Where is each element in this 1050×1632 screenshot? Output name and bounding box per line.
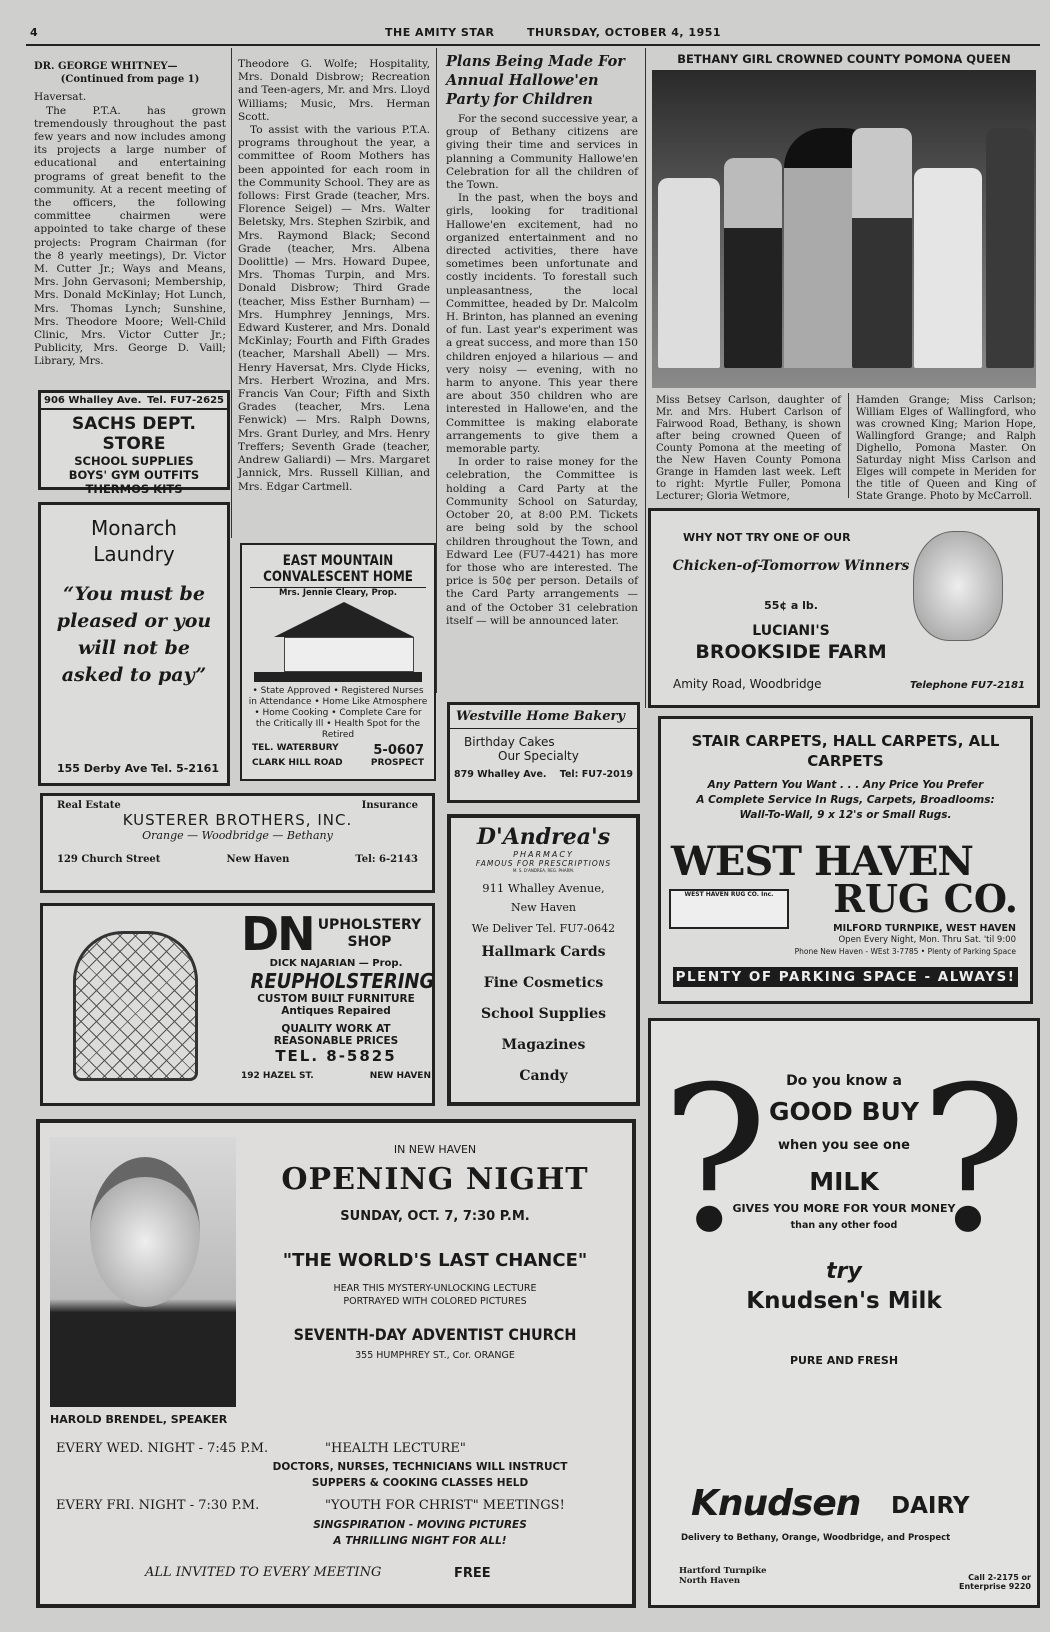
opening-topic: "THE WORLD'S LAST CHANCE" xyxy=(282,1250,588,1271)
ad-sachs xyxy=(38,390,230,496)
monarch-tel: Tel. 5-2161 xyxy=(150,762,219,775)
knudsen-brand: Knudsen's Milk xyxy=(746,1288,942,1314)
luciani-why: WHY NOT TRY ONE OF OUR xyxy=(683,531,851,544)
dn-city: NEW HAVEN xyxy=(369,1071,431,1081)
ad-dn-upholstery xyxy=(40,903,435,1106)
westville-line: Birthday Cakes xyxy=(464,735,555,749)
dandrea-item: Magazines xyxy=(501,1037,586,1053)
rug-line: A Complete Service In Rugs, Carpets, Broadlooms: xyxy=(696,794,995,806)
column-divider xyxy=(645,48,646,708)
luciani-tel: Telephone FU7-2181 xyxy=(910,680,1025,691)
article-paragraph: The P.T.A. has grown tremendously throughout the past few years and now includes among its projects a large number of educational and entertaining programs of great benefit to the community. At a recent meeting of the officers, the following committee chairmen were appointed to take charge of these projects: Program Chairman (for the 8 yearly meetings), Dr. Victor M. Cutter Jr.; Ways and Means, Mrs. John Gervasoni; Membership, Mrs. Donald McKinlay; Hot Lunch, Mrs. Thomas Lynch; Sunshine, Mrs. Theodore Moore; Well-Child Clinic, Mrs. Victor Cutter Jr.; Publicity, Mrs. George D. Vaill; Library, Mrs. xyxy=(34,104,226,368)
westville-name: Westville Home Bakery xyxy=(450,705,637,729)
dandrea-item: Candy xyxy=(519,1068,568,1084)
kusterer-realestate: Real Estate xyxy=(57,800,121,811)
kusterer-tel: Tel: 6-2143 xyxy=(355,854,418,865)
knudsen-call: Call 2-2175 or xyxy=(968,1573,1031,1582)
page-number: 4 xyxy=(30,26,39,39)
dn-reupholstering: REUPHOLSTERING xyxy=(250,969,435,993)
opening-church: SEVENTH-DAY ADVENTIST CHURCH xyxy=(293,1325,577,1344)
house-illustration xyxy=(254,602,422,682)
rug-headline: STAIR CARPETS, HALL CARPETS, ALL CARPETS xyxy=(691,732,1000,770)
dandrea-deliver: We Deliver Tel. FU7-0642 xyxy=(471,922,616,935)
dn-logo: DN xyxy=(241,907,314,961)
eastmtn-road: CLARK HILL ROAD xyxy=(252,758,343,768)
rug-banner: PLENTY OF PARKING SPACE - ALWAYS! xyxy=(673,967,1018,987)
article-continued: (Continued from page 1) xyxy=(60,74,200,86)
dn-antiques: Antiques Repaired xyxy=(281,1005,391,1017)
eastmtn-name: EAST MOUNTAIN CONVALESCENT HOME xyxy=(263,553,413,585)
monarch-address: 155 Derby Ave xyxy=(57,762,148,775)
dandrea-item: Hallmark Cards xyxy=(481,944,606,960)
knudsen-try: try xyxy=(826,1259,862,1284)
issue-date: THURSDAY, OCTOBER 4, 1951 xyxy=(527,26,722,39)
knudsen-call2: Enterprise 9220 xyxy=(958,1582,1031,1591)
wed-line: DOCTORS, NURSES, TECHNICIANS WILL INSTRUCT xyxy=(272,1461,568,1473)
article-text: Haversat. xyxy=(34,91,87,104)
opening-hear: HEAR THIS MYSTERY-UNLOCKING LECTURE xyxy=(333,1283,537,1294)
dn-tel: TEL. 8-5825 xyxy=(275,1047,397,1065)
wed-title: "HEALTH LECTURE" xyxy=(325,1441,466,1456)
eastmtn-tel-label: TEL. WATERBURY xyxy=(252,743,339,753)
all-invited: ALL INVITED TO EVERY MEETING xyxy=(145,1565,382,1580)
rug-address: MILFORD TURNPIKE, WEST HAVEN xyxy=(833,923,1016,934)
ad-monarch xyxy=(38,502,230,786)
speaker-name: HAROLD BRENDEL, SPEAKER xyxy=(50,1413,228,1426)
knudsen-address: Hartford Turnpike xyxy=(679,1566,767,1576)
luciani-chicken: Chicken-of-Tomorrow Winners xyxy=(672,558,910,574)
rug-name: RUG CO. xyxy=(833,876,1018,921)
ad-west-haven-rug xyxy=(658,716,1033,1004)
column-divider xyxy=(436,48,437,693)
sachs-line: SCHOOL SUPPLIES xyxy=(74,454,194,468)
article-title: DR. GEORGE WHITNEY— xyxy=(34,61,178,72)
kusterer-towns: Orange — Woodbridge — Bethany xyxy=(142,829,333,842)
knudsen-logo: Knudsen xyxy=(691,1483,861,1524)
article-halloween xyxy=(446,52,638,628)
luciani-address: Amity Road, Woodbridge xyxy=(673,677,822,691)
article-paragraph: To assist with the various P.T.A. programs throughout the year, a committee of Room Mothers has been appointed for each room in the Community School. They are as follows: First Grade (teacher, Mrs. Florence Seigel) — Mrs. Walter Beletsky, Mrs. Stephen Szirbik, and Mrs. Raymond Black; Second Grade (teacher, Mrs. Albena Doolittle) — Mrs. Howard Dupee, Mrs. Thomas Turpin, and Mrs. Donald Disbrow; Third Grade (teacher, Miss Esther Burnham) — Mrs. Humphrey Jennings, Mrs. Edward Kusterer, and Mrs. Donald McKinlay; Fourth and Fifth Grades (teacher, Marshall Abell) — Mrs. Henry Haversat, Mrs. Clyde Hicks, Mrs. Herbert Wrozina, and Mrs. Francis Van Cour; Fifth and Sixth Grades (teacher, Mrs. Lena Fenwick) — Mrs. Ralph Downs, Mrs. Grant Durley, and Mrs. Henry Treffers; Seventh Grade (teacher, Andrew Galiardi) — Mrs. Margaret Jannick, Mrs. Russell Killian, and Mrs. Edgar Cartmell. xyxy=(238,124,430,493)
knudsen-q1: Do you know a xyxy=(786,1073,902,1089)
eastmtn-prop: Mrs. Jennie Cleary, Prop. xyxy=(250,587,426,598)
sachs-line: THERMOS KITS xyxy=(85,482,183,496)
photo-caption: Hamden Grange; Miss Carlson; William Elges of Wallingford, who was crowned King; Marion Hope, Wallingford Grange; and Ralph Dighello, Pomona Master. On Saturday night Miss Carlson and Elges will compete in Meriden for the title of Queen and King of State Grange. Photo by McCarroll. xyxy=(856,395,1036,502)
sachs-name: SACHS DEPT. STORE xyxy=(72,414,196,454)
westville-address: 879 Whalley Ave. xyxy=(454,769,547,780)
article-paragraph: In order to raise money for the celebration, the Committee is holding a Card Party at the Community School on Saturday, October 20, at 8:00 P.M. Tickets are being sold by the school children throughout the Town, and Edward Lee (FU7-4421) has more for those who are interested. The price is 50¢ per person. Details of the Card Party arrangements — and of the October 31 celebration itself — will be announced later. xyxy=(446,456,638,627)
paper-name: THE AMITY STAR xyxy=(385,26,495,39)
dandrea-item: School Supplies xyxy=(481,1006,606,1022)
dn-quality: QUALITY WORK AT REASONABLE PRICES xyxy=(273,1023,399,1047)
knudsen-dairy: DAIRY xyxy=(891,1493,970,1519)
ad-dandrea xyxy=(447,814,640,1106)
ad-kusterer xyxy=(40,793,435,893)
armchair-illustration xyxy=(73,931,198,1081)
rug-line: Wall-To-Wall, 9 x 12's or Small Rugs. xyxy=(739,809,952,821)
column-divider xyxy=(231,48,232,538)
question-mark-icon: ? xyxy=(919,1044,1027,1277)
dandrea-address: 911 Whalley Avenue, xyxy=(482,881,605,895)
question-mark-icon: ? xyxy=(661,1044,769,1277)
knudsen-than: than any other food xyxy=(790,1220,898,1231)
dn-address: 192 HAZEL ST. xyxy=(241,1071,314,1081)
wed-line: SUPPERS & COOKING CLASSES HELD xyxy=(311,1477,529,1489)
dandrea-item: Fine Cosmetics xyxy=(483,975,604,991)
sachs-tel: Tel. FU7-2625 xyxy=(147,395,224,406)
luciani-owner: LUCIANI'S xyxy=(752,623,830,639)
free-label: FREE xyxy=(454,1566,491,1581)
article-whitney xyxy=(34,60,226,369)
kusterer-city: New Haven xyxy=(226,854,290,865)
rug-line: Any Pattern You Want . . . Any Price You Prefer xyxy=(707,779,984,791)
opening-title: OPENING NIGHT xyxy=(281,1162,589,1197)
dandrea-owner: M. S. D'ANDREA, REG. PHARM. xyxy=(512,868,575,873)
rug-phone: Phone New Haven - WEst 3-7785 • Plenty of Parking Space xyxy=(794,947,1016,956)
dandrea-famous: FAMOUS FOR PRESCRIPTIONS xyxy=(475,859,612,868)
dn-upholstery: UPHOLSTERY xyxy=(317,917,422,933)
monarch-name: Monarch Laundry xyxy=(91,516,177,566)
wed-schedule: EVERY WED. NIGHT - 7:45 P.M. xyxy=(56,1441,269,1456)
fri-title: "YOUTH FOR CHRIST" MEETINGS! xyxy=(325,1498,565,1513)
dn-owner: DICK NAJARIAN — Prop. xyxy=(269,958,403,969)
article-paragraph: In the past, when the boys and girls, looking for traditional Hallowe'en excitement, had no organized entertainment and no directed activities, there have sometimes been unfortunate and costly incidents. To forestall such unpleasantness, the local Committee, headed by Dr. Malcolm H. Brinton, has planned an evening of fun. Last year's experiment was a great success, and more than 150 children enjoyed a hilarious — and very noisy — evening, with no harm to anyone. This year there are about 350 children who are interested in Hallowe'en, and the Committee is making elaborate arrangements to give them a memorable party. xyxy=(446,192,638,456)
speaker-portrait xyxy=(50,1137,236,1407)
knudsen-goodbuy: GOOD BUY xyxy=(769,1097,919,1126)
eastmtn-features: • State Approved • Registered Nurses in Attendance • Home Like Atmosphere • Home Cooking • Complete Care for the Critically Ill • Health Spot for the Retired xyxy=(248,686,428,740)
kusterer-insurance: Insurance xyxy=(361,800,418,811)
knudsen-delivery: Delivery to Bethany, Orange, Woodbridge, and Prospect xyxy=(681,1533,951,1543)
luciani-farm: BROOKSIDE FARM xyxy=(695,641,887,663)
knudsen-q3: when you see one xyxy=(778,1138,910,1153)
ad-knudsen xyxy=(648,1018,1040,1608)
chicken-illustration xyxy=(913,531,1003,641)
rug-name: WEST HAVEN xyxy=(671,838,973,885)
luciani-price: 55¢ a lb. xyxy=(764,599,818,612)
kusterer-street: 129 Church Street xyxy=(57,854,161,865)
article-paragraph: Theodore G. Wolfe; Hospitality, Mrs. Donald Disbrow; Recreation and Teen-agers, Mr. and Mrs. Lloyd Williams; Music, Mrs. Herman Scott. xyxy=(238,58,430,123)
ad-luciani xyxy=(648,508,1040,708)
pomona-photo xyxy=(652,70,1036,388)
opening-hear: PORTRAYED WITH COLORED PICTURES xyxy=(343,1296,527,1307)
article-whitney-cont xyxy=(238,58,430,494)
sachs-line: BOYS' GYM OUTFITS xyxy=(68,468,200,482)
opening-in: IN NEW HAVEN xyxy=(393,1143,477,1156)
ad-opening-night xyxy=(36,1119,636,1608)
eastmtn-tel: 5-0607 xyxy=(373,743,424,758)
ad-east-mountain xyxy=(240,543,436,781)
knudsen-city: North Haven xyxy=(679,1576,741,1586)
knudsen-pure: PURE AND FRESH xyxy=(789,1354,899,1367)
dandrea-name: D'Andrea's xyxy=(476,824,611,850)
store-sign: WEST HAVEN RUG CO. Inc. xyxy=(684,891,774,898)
fri-line: A THRILLING NIGHT FOR ALL! xyxy=(333,1535,507,1547)
dandrea-city: New Haven xyxy=(510,901,576,914)
opening-date: SUNDAY, OCT. 7, 7:30 P.M. xyxy=(340,1209,530,1224)
knudsen-milk: MILK xyxy=(809,1167,879,1196)
kusterer-name: KUSTERER BROTHERS, INC. xyxy=(122,811,353,829)
knudsen-gives: GIVES YOU MORE FOR YOUR MONEY xyxy=(732,1202,956,1215)
eastmtn-town: PROSPECT xyxy=(370,758,424,768)
article-paragraph: For the second successive year, a group of Bethany citizens are giving their time and services in planning a Community Hallowe'en Celebration for all the children of the Town. xyxy=(446,113,638,192)
fri-line: SINGSPIRATION - MOVING PICTURES xyxy=(313,1519,527,1531)
caption-divider xyxy=(848,393,849,498)
header-rule xyxy=(26,44,1040,46)
store-illustration xyxy=(669,889,789,929)
dandrea-pharmacy: PHARMACY xyxy=(513,850,574,859)
photo-caption: Miss Betsey Carlson, daughter of Mr. and Mrs. Hubert Carlson of Fairwood Road, Bethany, is shown after being crowned Queen of County Pomona at the meeting of the New Haven County Pomona Grange in Hamden last week. Left to right: Myrtle Fuller, Pomona Lecturer; Gloria Wetmore, xyxy=(656,395,841,502)
westville-tel: Tel: FU7-2019 xyxy=(559,769,633,780)
opening-address: 355 HUMPHREY ST., Cor. ORANGE xyxy=(355,1350,515,1361)
fri-schedule: EVERY FRI. NIGHT - 7:30 P.M. xyxy=(56,1498,260,1513)
westville-line: Our Specialty xyxy=(498,749,579,763)
sachs-address: 906 Whalley Ave. xyxy=(44,395,142,406)
ad-westville xyxy=(447,702,640,803)
article-title: Plans Being Made For Annual Hallowe'en Party for Children xyxy=(446,53,625,108)
dn-shop: SHOP xyxy=(347,934,392,950)
monarch-slogan: “You must be pleased or you will not be asked to pay” xyxy=(56,583,212,686)
photo-headline: BETHANY GIRL CROWNED COUNTY POMONA QUEEN xyxy=(677,52,1011,66)
dn-custom: CUSTOM BUILT FURNITURE xyxy=(257,993,415,1005)
rug-hours: Open Every Night, Mon. Thru Sat. 'til 9:00 xyxy=(838,935,1016,945)
